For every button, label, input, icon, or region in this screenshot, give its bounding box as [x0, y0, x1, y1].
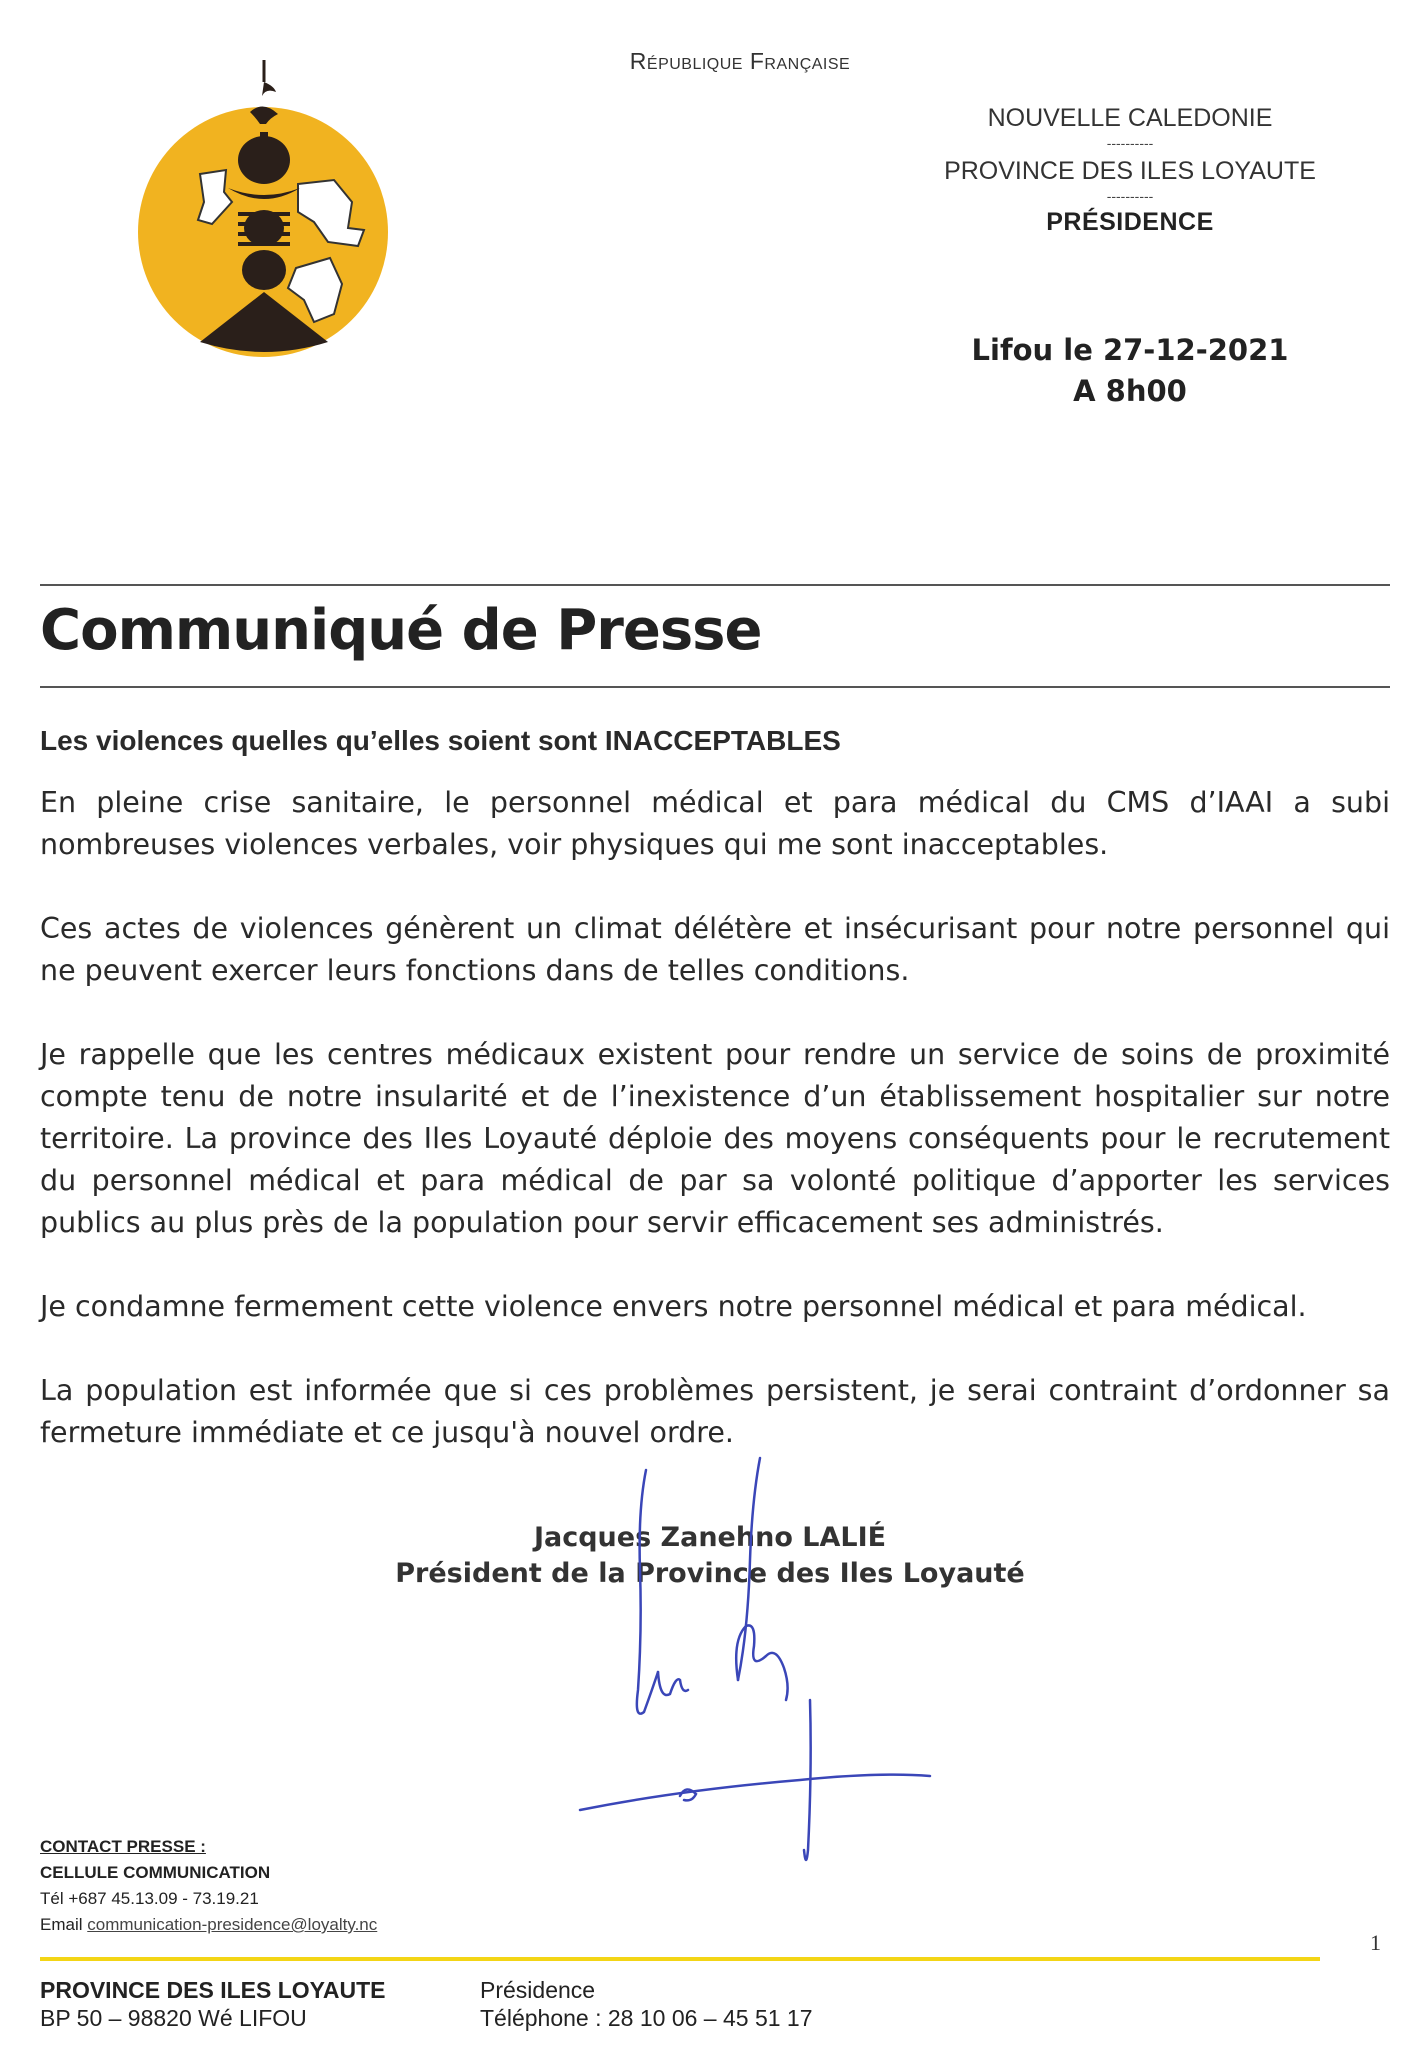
- handwritten-signature: [560, 1450, 960, 1875]
- footer-phone: Téléphone : 28 10 06 – 45 51 17: [480, 2005, 813, 2031]
- document-title: Communiqué de Presse: [40, 598, 762, 663]
- office-label: PRÉSIDENCE: [1046, 208, 1214, 236]
- title-bottom-rule: [40, 686, 1390, 688]
- paragraph: Je rappelle que les centres médicaux existent pour rendre un service de soins de proximité compte tenu de notre insularité et de l’inexistence d’un établissement hospitalier sur notre territoire. La province des Iles Loyauté déploie des moyens conséquents pour le recrutement du personnel médical et para médical de par sa volonté politique d’apporter les services publics au plus près de la population pour servir efficacement ses administrés.: [40, 1038, 1390, 1239]
- contact-email-link[interactable]: communication-presidence@loyalty.nc: [87, 1915, 378, 1934]
- date-line: Lifou le 27-12-2021: [971, 333, 1289, 367]
- republique-francaise-header: République Française: [629, 48, 851, 74]
- paragraph: Ces actes de violences génèrent un climat délétère et insécurisant pour notre personnel qui ne peuvent exercer leurs fonctions dans de telles conditions.: [40, 912, 1390, 987]
- footer-postal: BP 50 – 98820 Wé LIFOU: [40, 2005, 307, 2031]
- document-subtitle: Les violences quelles qu’elles soient sont INACCEPTABLES: [40, 725, 841, 756]
- province-emblem-logo: [128, 52, 398, 367]
- signatory-name: Jacques Zanehno LALIÉ: [533, 1522, 887, 1553]
- signatory-role: Président de la Province des Iles Loyauté: [395, 1558, 1025, 1589]
- contact-unit: CELLULE COMMUNICATION: [40, 1863, 271, 1882]
- paragraph: La population est informée que si ces problèmes persistent, je serai contraint d’ordonner sa fermeture immédiate et ce jusqu'à nouvel ordre.: [40, 1374, 1390, 1449]
- contact-email-row: [40, 1912, 377, 1938]
- contact-heading: CONTACT PRESSE :: [40, 1837, 206, 1856]
- province-label: PROVINCE DES ILES LOYAUTE: [944, 157, 1316, 185]
- footer-contact: [480, 1976, 813, 2032]
- paragraph: Je condamne fermement cette violence envers notre personnel médical et para médical.: [40, 1290, 1307, 1323]
- separator-1: ----------: [1106, 135, 1154, 151]
- separator-2: ----------: [1106, 188, 1154, 204]
- date-block: [880, 330, 1380, 412]
- territory-label: NOUVELLE CALEDONIE: [987, 104, 1273, 132]
- press-contact: [40, 1834, 377, 1938]
- footer-address: [40, 1976, 386, 2032]
- footer-accent-line: [40, 1957, 1320, 1961]
- paragraph: En pleine crise sanitaire, le personnel médical et para médical du CMS d’IAAI a subi nombreuses violences verbales, voir physiques qui me sont inacceptables.: [40, 786, 1390, 861]
- page-number: 1: [1370, 1930, 1381, 1955]
- contact-phone: Tél +687 45.13.09 - 73.19.21: [40, 1889, 259, 1908]
- title-top-rule: [40, 584, 1390, 586]
- footer-org: PROVINCE DES ILES LOYAUTE: [40, 1977, 386, 2003]
- footer-dept: Présidence: [480, 1977, 596, 2003]
- administrative-header: [880, 104, 1380, 237]
- contact-email-label: Email: [40, 1915, 83, 1934]
- time-line: A 8h00: [1073, 374, 1187, 408]
